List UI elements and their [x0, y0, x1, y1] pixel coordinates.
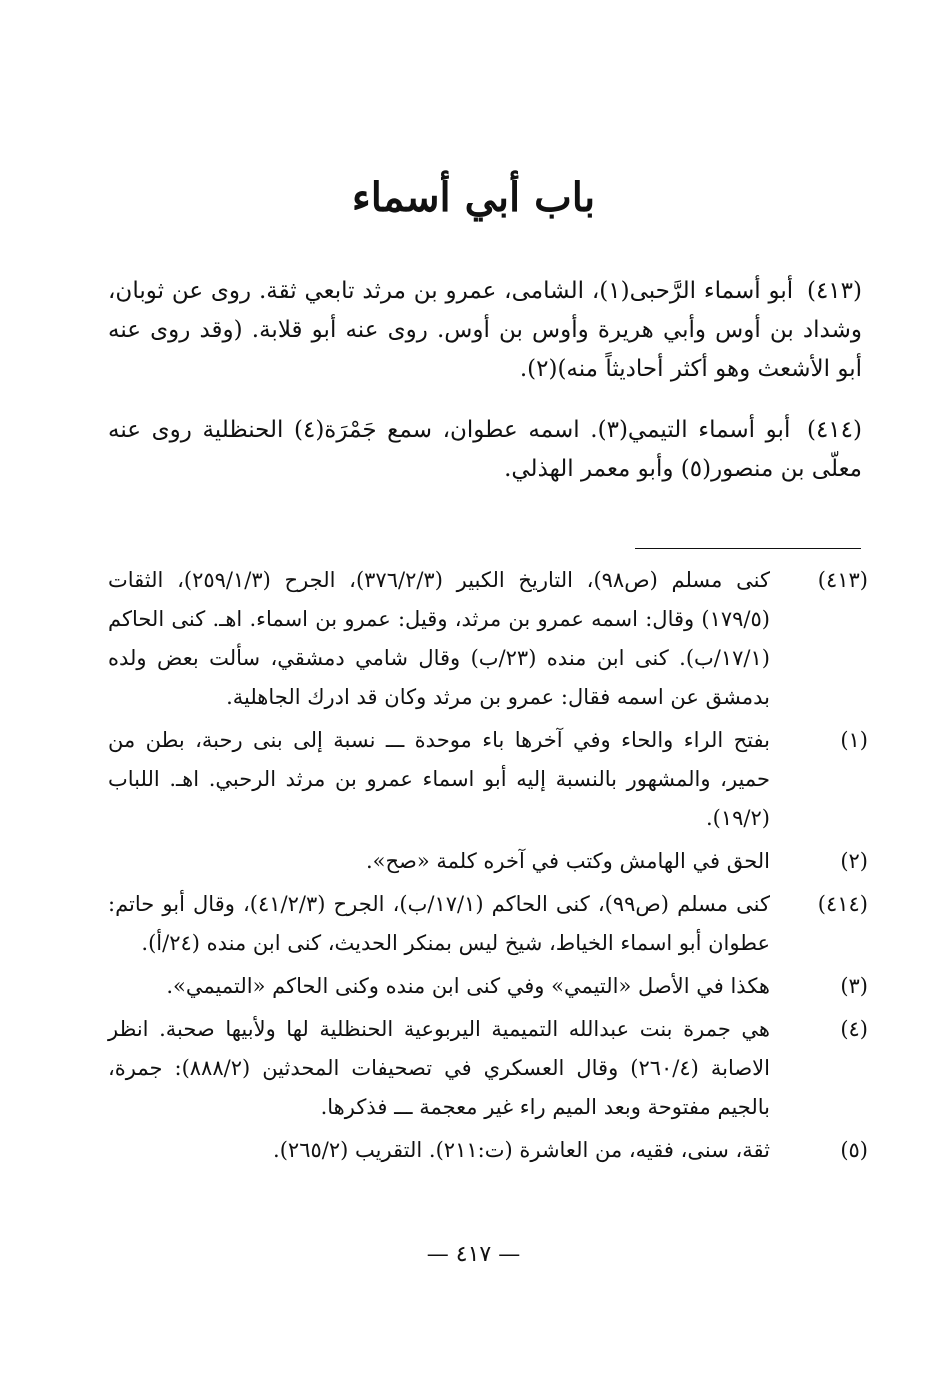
- footnote-text: كنى مسلم (ص٩٨)، التاريخ الكبير (٣٧٦/٢/٣)، الجرح (٢٥٩/١/٣)، الثقات (١٧٩/٥) وقال: اسمه عمرو بن مرثد، وقيل: عمرو بن اسماء. اهـ. كنى الحاكم (١٧/١/ب). كنى ابن منده (٢٣/ب) وقال شامي دمشقي، سألت بعض ولده بدمشق عن اسمه فقال: عمرو بن مرثد وكان قد ادرك الجاهلية.: [108, 568, 770, 709]
- footnote-2: [108, 842, 868, 881]
- main-entries: [108, 272, 862, 511]
- footnote-text: كنى مسلم (ص٩٩)، كنى الحاكم (١٧/١/ب)، الجرح (٤١/٢/٣)، وقال أبو حاتم: عطوان أبو اسماء الخياط، شيخ ليس بمنكر الحديث، كنى ابن منده (٢٤/أ).: [108, 892, 770, 955]
- entry-number: (٤١٤): [806, 417, 862, 443]
- footnote-label: (٢): [840, 849, 868, 873]
- footnote-1: [108, 721, 868, 838]
- footnote-5: [108, 1131, 868, 1170]
- footnotes: [108, 561, 868, 1174]
- footnote-text: هكذا في الأصل «التيمي» وفي كنى ابن منده وكنى الحاكم «التميمي».: [166, 974, 770, 998]
- entry-413: [108, 272, 862, 389]
- footnote-label: (٣): [840, 974, 868, 998]
- footnote-separator: [635, 548, 861, 549]
- footnote-text: الحق في الهامش وكتب في آخره كلمة «صح».: [365, 849, 770, 873]
- chapter-title: باب أبي أسماء: [351, 174, 596, 221]
- footnote-4: [108, 1010, 868, 1127]
- entry-number: (٤١٣): [806, 278, 862, 304]
- page-number: — ٤١٧ —: [426, 1242, 521, 1267]
- footnote-text: هي جمرة بنت عبدالله التميمية اليربوعية الحنظلية لها ولأبيها صحبة. انظر الاصابة (٢٦٠/٤) وقال العسكري في تصحيفات المحدثين (٨٨٨/٢): جمرة، بالجيم مفتوحة وبعد الميم راء غير معجمة ـــ فذكرها.: [108, 1017, 770, 1119]
- footnote-label: (٤): [840, 1017, 868, 1041]
- entry-text: أبو أسماء التيمي(٣). اسمه عطوان، سمع جَمْرَة(٤) الحنظلية روى عنه معلّى بن منصور(٥) وأبو معمر الهذلي.: [108, 417, 862, 482]
- footnote-label: (١): [840, 728, 868, 752]
- entry-414: [108, 411, 862, 489]
- footnote-text: بفتح الراء والحاء وفي آخرها باء موحدة ـــ نسبة إلى بنى رحبة، بطن من حمير، والمشهور بالنسبة إليه أبو اسماء عمرو بن مرثد الرحبي. اهـ. اللباب (١٩/٢).: [108, 728, 770, 830]
- footnote-413: [108, 561, 868, 717]
- footnote-label: (٤١٣): [817, 568, 868, 592]
- entry-text: أبو أسماء الرَّحبى(١)، الشامى، عمرو بن مرثد تابعي ثقة. روى عن ثوبان، وشداد بن أوس وأبي هريرة وأوس بن أوس. روى عنه أبو قلابة. (وقد روى عنه أبو الأشعث وهو أكثر أحاديثاً منه)(٢).: [108, 278, 862, 382]
- footnote-label: (٥): [840, 1138, 868, 1162]
- footnote-label: (٤١٤): [817, 892, 868, 916]
- footnote-414: [108, 885, 868, 963]
- footnote-3: [108, 967, 868, 1006]
- footnote-text: ثقة، سنى، فقيه، من العاشرة (ت:٢١١). التقريب (٢٦٥/٢).: [273, 1138, 770, 1162]
